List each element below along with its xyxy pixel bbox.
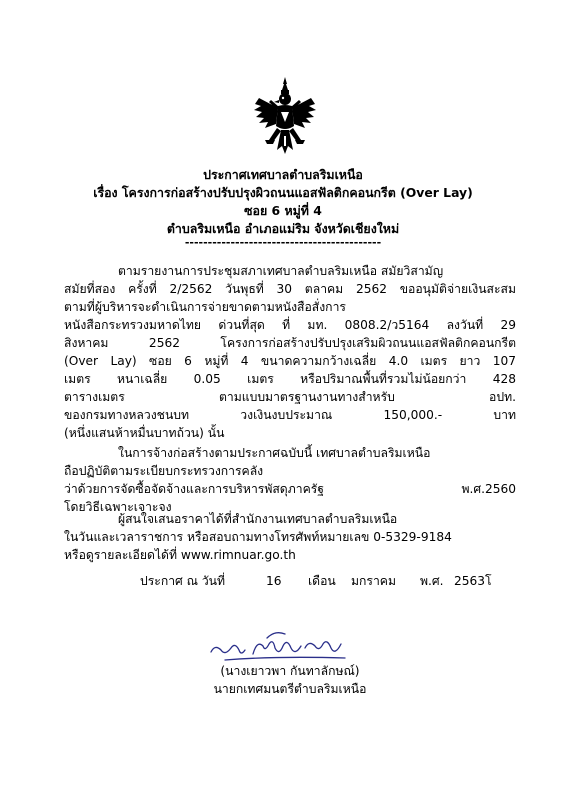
paragraph-1-line: สิงหาคม 2562 โครงการก่อสร้างปรับปรุงเสริมผิวถนนแอสฟัลติกคอนกรีต [64,336,516,350]
paragraph-1-line: ตารางเมตร ตามแบบมาตรฐานงานทางสำหรับ อปท. [64,390,516,404]
announcement-location: ตำบลริมเหนือ อำเภอแม่ริม จังหวัดเชียงใหม่ [166,221,400,236]
date-month-label: เดือน [308,574,336,588]
date-prefix: ประกาศ ณ วันที่ [140,574,226,588]
paragraph-2-line: โดยวิธีเฉพาะเจาะจง [64,500,172,514]
paragraph-1-line: (หนึ่งแสนห้าหมื่นบาทถ้วน) นั้น [64,426,225,440]
paragraph-2-line: ถือปฏิบัติตามระเบียบกระทรวงการคลัง [64,464,264,478]
announcement-subject: เรื่อง โครงการก่อสร้างปรับปรุงผิวถนนแอสฟัลติกคอนกรีต (Over Lay) [93,185,473,200]
heading-divider: ------------------------------------------- [184,236,382,249]
paragraph-1-line: ตามที่ผู้บริหารจะดำเนินการจ่ายขาดตามหนังสือสั่งการ [64,300,346,314]
date-month: มกราคม [351,574,396,588]
date-year-label: พ.ศ. [420,574,444,588]
date-day: 16 [266,574,282,588]
paragraph-3-line: หรือดูรายละเอียดได้ที่ www.rimnuar.go.th [64,548,296,562]
paragraph-1-line: ของกรมทางหลวงชนบท วงเงินงบประมาณ 150,000.- บาท [64,408,516,422]
announcement-soi: ซอย 6 หมู่ที่ 4 [244,203,322,218]
paragraph-3-line: ผู้สนใจเสนอราคาได้ที่สำนักงานเทศบาลตำบลริมเหนือ [118,512,398,526]
paragraph-2-line: ว่าด้วยการจัดซื้อจัดจ้างและการบริหารพัสดุภาครัฐ พ.ศ.2560 [64,482,516,496]
paragraph-1-line: หนังสือกระทรวงมหาดไทย ด่วนที่สุด ที่ มท. 0808.2/ว5164 ลงวันที่ 29 [64,318,516,332]
paragraph-3-line: ในวันและเวลาราชการ หรือสอบถามทางโทรศัพท์หมายเลข 0-5329-9184 [64,530,452,544]
signatory-name: (นางเยาวพา กันทาลักษณ์) [220,664,360,678]
announcement-title: ประกาศเทศบาลตำบลริมเหนือ [203,167,363,182]
paragraph-1-line: เมตร หนาเฉลี่ย 0.05 เมตร หรือปริมาณพื้นที่รวมไม่น้อยกว่า 428 [64,372,516,386]
paragraph-1-line: ตามรายงานการประชุมสภาเทศบาลตำบลริมเหนือ สมัยวิสามัญ [118,264,444,278]
paragraph-2-line: ในการจ้างก่อสร้างตามประกาศฉบับนี้ เทศบาลตำบลริมเหนือ [118,446,431,460]
signatory-title: นายกเทศมนตรีตำบลริมเหนือ [213,682,367,696]
paragraph-1-line: (Over Lay) ซอย 6 หมู่ที่ 4 ขนาดความกว้างเฉลี่ย 4.0 เมตร ยาว 107 [64,354,516,368]
garuda-emblem-icon [253,76,317,158]
date-year: 2563โ [454,574,492,588]
paragraph-1-line: สมัยที่สอง ครั้งที่ 2/2562 วันพุธที่ 30 ตลาคม 2562 ขออนุมัติจ่ายเงินสะสม [64,282,516,296]
